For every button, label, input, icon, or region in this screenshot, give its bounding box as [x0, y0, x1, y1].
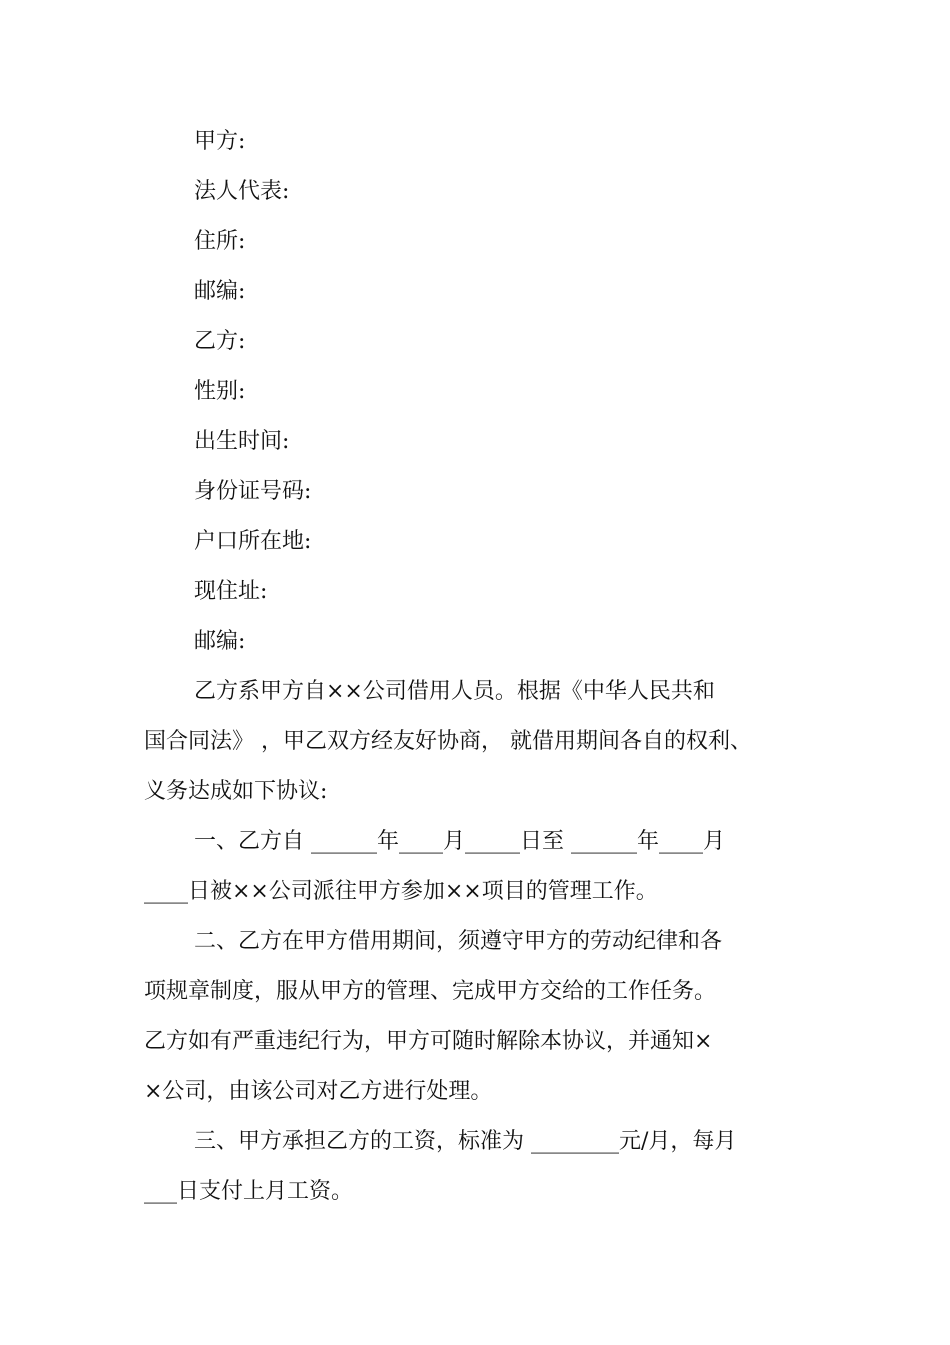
field-party-b: 乙方:: [194, 329, 246, 354]
intro-line-3: 义务达成如下协议:: [144, 779, 328, 804]
field-household-register: 户口所在地:: [194, 529, 312, 554]
field-postcode-a: 邮编:: [194, 279, 246, 304]
clause-1-line-1: 一、乙方自 ______年____月_____日至 ______年____月: [194, 829, 725, 854]
clause-2-line-2: 项规章制度，服从甲方的管理、完成甲方交给的工作任务。: [144, 979, 717, 1004]
clause-2-line-3: 乙方如有严重违纪行为，甲方可随时解除本协议，并通知×: [144, 1029, 713, 1054]
field-domicile: 住所:: [194, 229, 246, 254]
field-postcode-b: 邮编:: [194, 629, 246, 654]
field-party-a: 甲方:: [194, 129, 246, 154]
field-birth-date: 出生时间:: [194, 429, 290, 454]
field-current-address: 现住址:: [194, 579, 268, 604]
field-gender: 性别:: [194, 379, 246, 404]
intro-line-1: 乙方系甲方自××公司借用人员。根据《中华人民共和: [194, 679, 715, 704]
intro-line-2: 国合同法》 ，甲乙双方经友好协商， 就借用期间各自的权利、: [144, 729, 752, 754]
clause-2-line-1: 二、乙方在甲方借用期间，须遵守甲方的劳动纪律和各: [194, 929, 723, 954]
field-id-number: 身份证号码:: [194, 479, 312, 504]
field-legal-representative: 法人代表:: [194, 179, 290, 204]
clause-3-line-1: 三、甲方承担乙方的工资，标准为 ________元/月，每月: [194, 1129, 737, 1154]
clause-1-line-2: ____日被××公司派往甲方参加××项目的管理工作。: [144, 879, 658, 904]
clause-3-line-2: ___日支付上月工资。: [144, 1179, 354, 1204]
clause-2-line-4: ×公司，由该公司对乙方进行处理。: [144, 1079, 493, 1104]
